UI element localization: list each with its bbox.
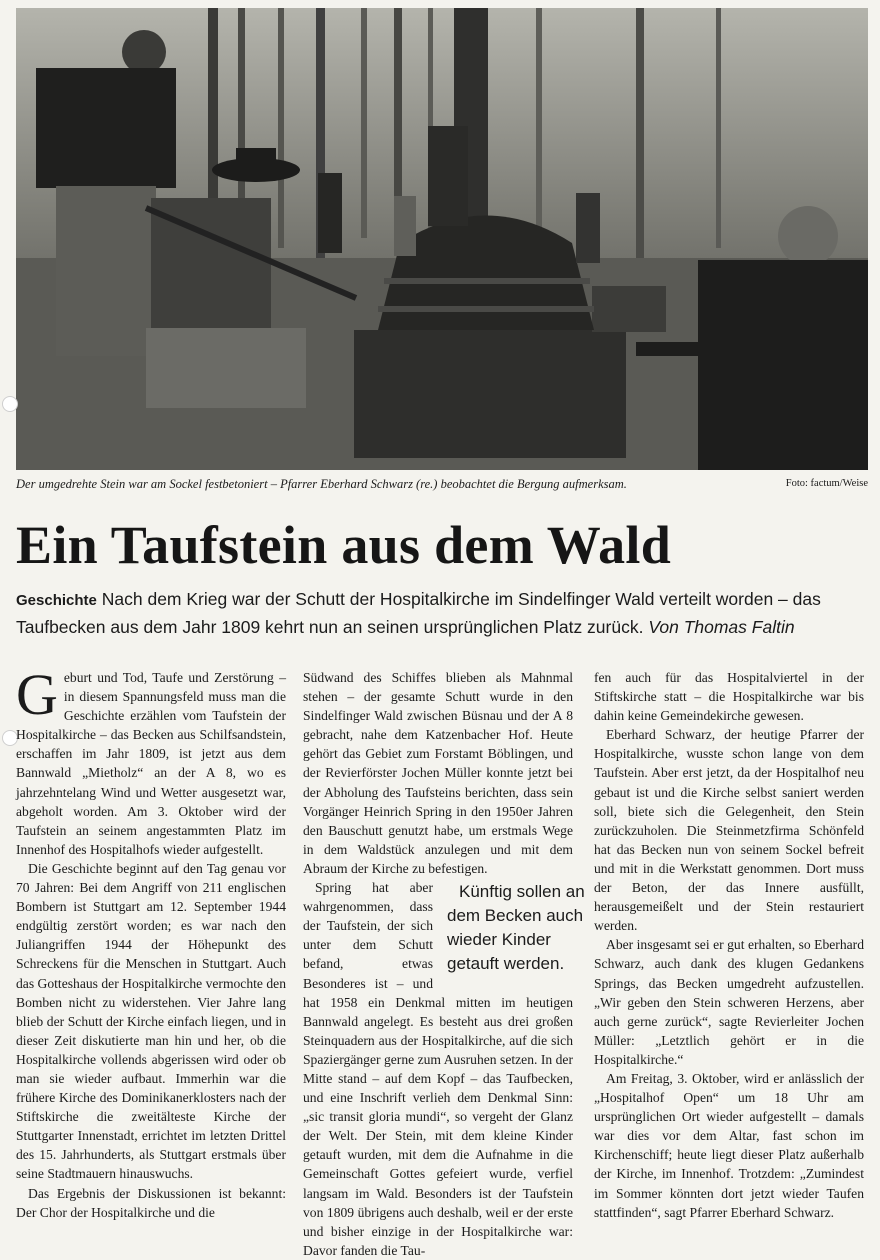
- photo-credit: Foto: factum/Weise: [785, 478, 868, 489]
- paragraph: fen auch für das Hospitalviertel in der Stiftskirche statt – die Hospitalkirche war bis dahin keine Gemeindekirche gewesen.: [594, 670, 864, 724]
- paragraph: Aber insgesamt sei er gut erhalten, so Eberhard Schwarz, auch dank des klugen Gedankens Springs, das Becken umgedreht aufzustellen. „Wir geben den Stein schweren Herzens, aber auch gerne zurück“, sagte Revierleiter Jochen Müller: „Letztlich gehört er in die Hospitalkirche.“: [594, 937, 864, 1067]
- photo-caption: [16, 474, 868, 494]
- caption-text: Der umgedrehte Stein war am Sockel festbetoniert – Pfarrer Eberhard Schwarz (re.) beobachtet die Bergung aufmerksam.: [16, 477, 627, 491]
- drop-cap: G: [16, 662, 58, 727]
- headline: Ein Taufstein aus dem Wald: [16, 515, 672, 575]
- paragraph-text: eburt und Tod, Taufe und Zerstörung – in diesem Spannungsfeld muss man die Geschichte erzählen vom Taufstein der Hospitalkirche – das Becken aus Schilfsandstein, erschaffen im Jahr 1809, ist jetzt aus dem Bannwald „Mietholz“ an der A 8, wo es jahrzehntelang Wind und Wetter ausgesetzt war, abgeholt worden. Am 3. Oktober wird der Taufstein an seinem angestammten Platz im Innenhof des Hospitalhofs wieder aufgestellt.: [16, 670, 286, 857]
- article-column-3: [594, 668, 864, 1222]
- paragraph: Das Ergebnis der Diskussionen ist bekannt: Der Chor der Hospitalkirche und die: [16, 1185, 286, 1220]
- paragraph: Am Freitag, 3. Oktober, wird er anlässlich der „Hospitalhof Open“ um 18 Uhr am ursprünglichen Ort wieder aufgestellt – damals war dies vor dem Altar, fast schon im Kirchenschiff; heute liegt dieser Platz außerhalb der Kirche, im Innenhof. Trotzdem: „Zumindest im Sommer könnten dort jetzt wieder Taufen stattfinden“, sagt Pfarrer Eberhard Schwarz.: [594, 1070, 864, 1220]
- paragraph: Südwand des Schiffes blieben als Mahnmal stehen – der gesamte Schutt wurde in den Sindelfinger Wald zwischen Büsnau und der A 8 gebracht, nahe dem Katzenbacher Hof. Heute gehört das Gebiet zum Forstamt Böblingen, und der Revierförster Jochen Müller konnte jetzt bei der Abholung des Taufsteins berichten, dass sein Vorgänger Heinrich Spring in den 1950er Jahren den Bauschutt genutzt habe, um erstmals Wege in dem Waldstück anzulegen und mit dem Abraum der Kirche zu befestigen.: [303, 670, 573, 876]
- punch-hole-top: [2, 396, 18, 412]
- news-photo: [16, 8, 868, 470]
- article-column-1: [16, 662, 286, 1222]
- paragraph: [303, 878, 585, 1260]
- paragraph: Eberhard Schwarz, der heutige Pfarrer der Hospitalkirche, wusste schon lange von dem Taufstein. Aber erst jetzt, da der Hospitalhof neu gebaut ist und die Kirche selbst saniert werden soll, biete sich die Gelegenheit, den Stein zurückzuholen. Die Steinmetzfirma Schönfeld hat das Becken nun von seinem Sockel befreit und mit in die Werkstatt genommen. Dort muss der Beton, der das Innere ausfüllt, herausgemeißelt und der Stein restauriert werden.: [594, 727, 864, 934]
- deck: [16, 586, 868, 640]
- paragraph: [16, 662, 286, 859]
- paragraph-text: Spring hat aber wahrgenommen, dass der Taufstein, der sich unter dem Schutt befand, etwas Besonderes ist – und hat 1958 ein Denkmal mitten im heutigen Bannwald angelegt. Es besteht aus drei großen Steinquadern aus der Hospitalkirche, auf die sich Spaziergänger gerne zum Ausruhen setzen. In der Mitte stand – auf dem Kopf – das Taufbecken, und eine Inschrift verlieh dem Denkmal Sinn: „sic transit gloria mundi“, so vergeht der Glanz der Welt. Der Stein, mit dem kleine Kinder getauft wurden, mit dem die Aufnahme in die Gemeinschaft Gottes gefeiert wurde, verfiel langsam im Wald. Besonders ist der Taufstein von 1809 übrigens auch deshalb, weil er der erste und bisher einzige in der Hospitalkirche war: Davor fanden die Tau-: [303, 880, 573, 1258]
- paragraph: Die Geschichte beginnt auf den Tag genau vor 70 Jahren: Bei dem Angriff von 211 englischen Bombern ist Stuttgart am 12. September 1944 endgültig zerstört worden; es war nach den Juliangriffen 1944 der Höhepunkt des Schreckens für die Menschen in Stuttgart. Auch das Gotteshaus der Hospitalkirche vermochte den Bomben nicht zu widerstehen. Vier Jahre lang blieb der Schutt der Kirche einfach liegen, und in dieser Zeit diskutierte man hin und her, ob die Hospitalkirche vollends abgerissen wird oder ob man sie wieder aufbaut. Immerhin war die frühere Kirche des Dominikanerklosters nach der Stiftskirche die zweitälteste Kirche der Stuttgarter Innenstadt, errichtet im letzten Drittel des 15. Jahrhunderts, als Stuttgart erstmals über seine Stadtmauern hinauswuchs.: [16, 860, 286, 1182]
- article-column-2: [303, 668, 585, 1260]
- deck-kicker: Geschichte: [16, 592, 97, 609]
- pull-quote: Künftig sollen an dem Becken auch wieder Kinder getauft werden.: [441, 880, 587, 976]
- deck-text: Nach dem Krieg war der Schutt der Hospitalkirche im Sindelfinger Wald verteilt worden – das Taufbecken aus dem Jahr 1809 kehrt nun an seinen ursprünglichen Platz zurück.: [16, 589, 821, 637]
- byline: Von Thomas Faltin: [648, 617, 795, 637]
